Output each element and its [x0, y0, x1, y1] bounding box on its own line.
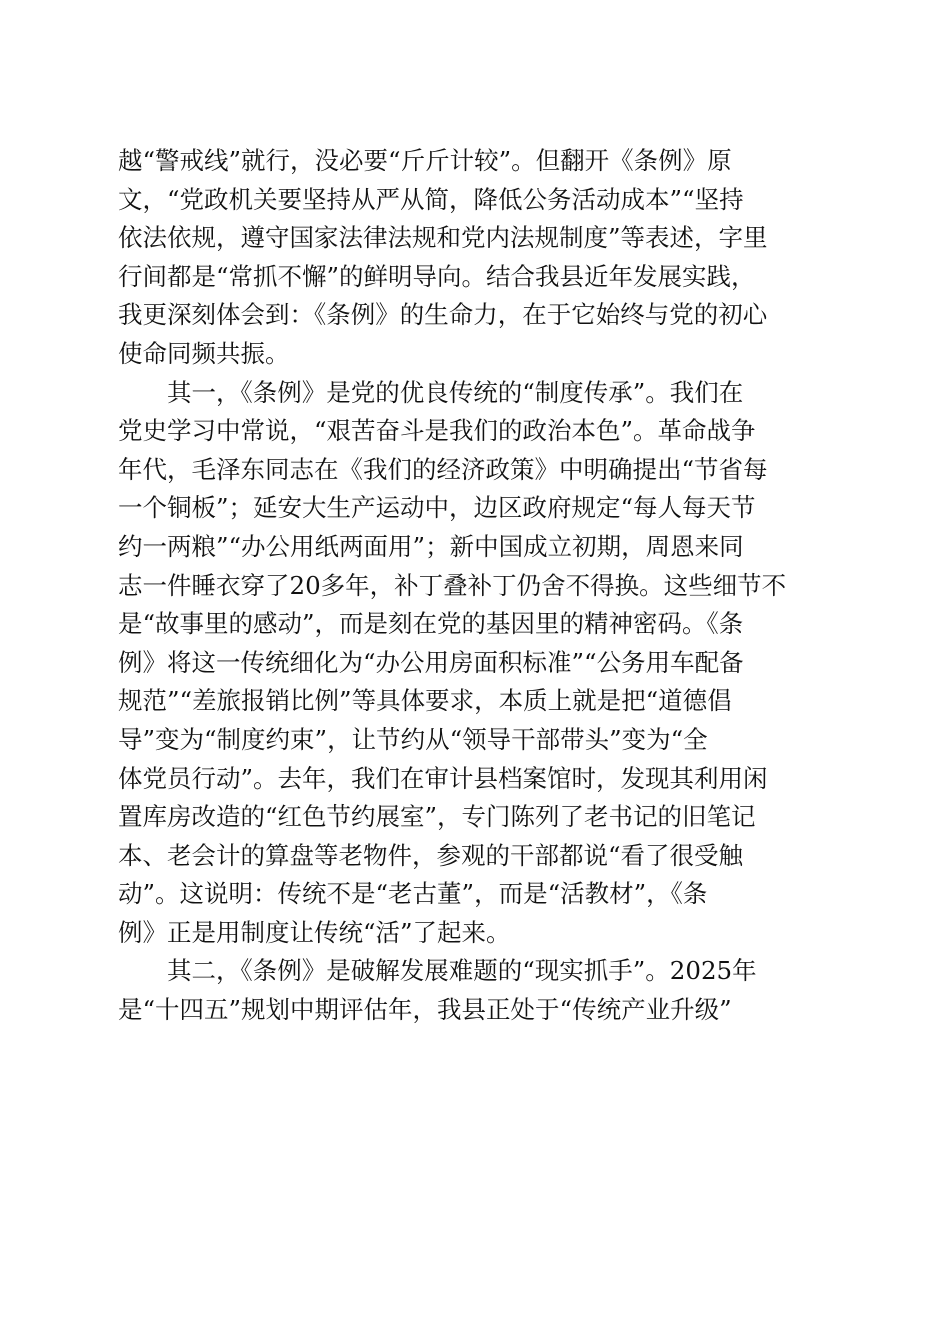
text-line: 党史学习中常说，“艰苦奋斗是我们的政治本色”。革命战争 [118, 416, 756, 446]
text-line: 一个铜板”；延安大生产运动中，边区政府规定“每人每天节 [118, 493, 756, 523]
text-line: 动”。这说明：传统不是“老古董”，而是“活教材”，《条 [118, 879, 708, 909]
text-line: 使命同频共振。 [118, 338, 290, 368]
text-line: 约一两粮”“办公用纸两面用”；新中国成立初期，周恩来同 [118, 531, 744, 561]
text-line: 是“十四五”规划中期评估年，我县正处于“传统产业升级” [118, 995, 732, 1025]
text-line: 置库房改造的“红色节约展室”，专门陈列了老书记的旧笔记 [118, 802, 756, 832]
text-line: 行间都是“常抓不懈”的鲜明导向。结合我县近年发展实践， [118, 261, 756, 291]
text-line: 体党员行动”。去年，我们在审计县档案馆时，发现其利用闲 [118, 763, 768, 793]
text-line: 文，“党政机关要坚持从严从简，降低公务活动成本”“坚持 [118, 184, 744, 214]
text-line: 规范”“差旅报销比例”等具体要求，本质上就是把“道德倡 [118, 686, 732, 716]
text-line: 例》将这一传统细化为“办公用房面积标准”“公务用车配备 [118, 647, 744, 677]
text-line: 依法依规，遵守国家法律法规和党内法规制度”等表述，字里 [118, 223, 768, 253]
paragraph-first-line: 其二，《条例》是破解发展难题的“现实抓手”。2025年 [167, 956, 757, 986]
text-line: 年代，毛泽东同志在《我们的经济政策》中明确提出“节省每 [118, 454, 768, 484]
text-line: 是“故事里的感动”，而是刻在党的基因里的精神密码。《条 [118, 609, 744, 639]
text-line: 志一件睡衣穿了20多年，补丁叠补丁仍舍不得换。这些细节不 [118, 570, 787, 600]
text-line: 越“警戒线”就行，没必要“斤斤计较”。但翻开《条例》原 [118, 146, 732, 175]
text-line: 我更深刻体会到：《条例》的生命力，在于它始终与党的初心 [118, 300, 768, 330]
text-line: 导”变为“制度约束”，让节约从“领导干部带头”变为“全 [118, 724, 708, 754]
body-text [118, 142, 830, 1030]
text-line: 本、老会计的算盘等老物件，参观的干部都说“看了很受触 [118, 840, 744, 870]
text-line: 例》正是用制度让传统“活”了起来。 [118, 917, 511, 947]
paragraph-first-line: 其一，《条例》是党的优良传统的“制度传承”。我们在 [167, 377, 744, 407]
